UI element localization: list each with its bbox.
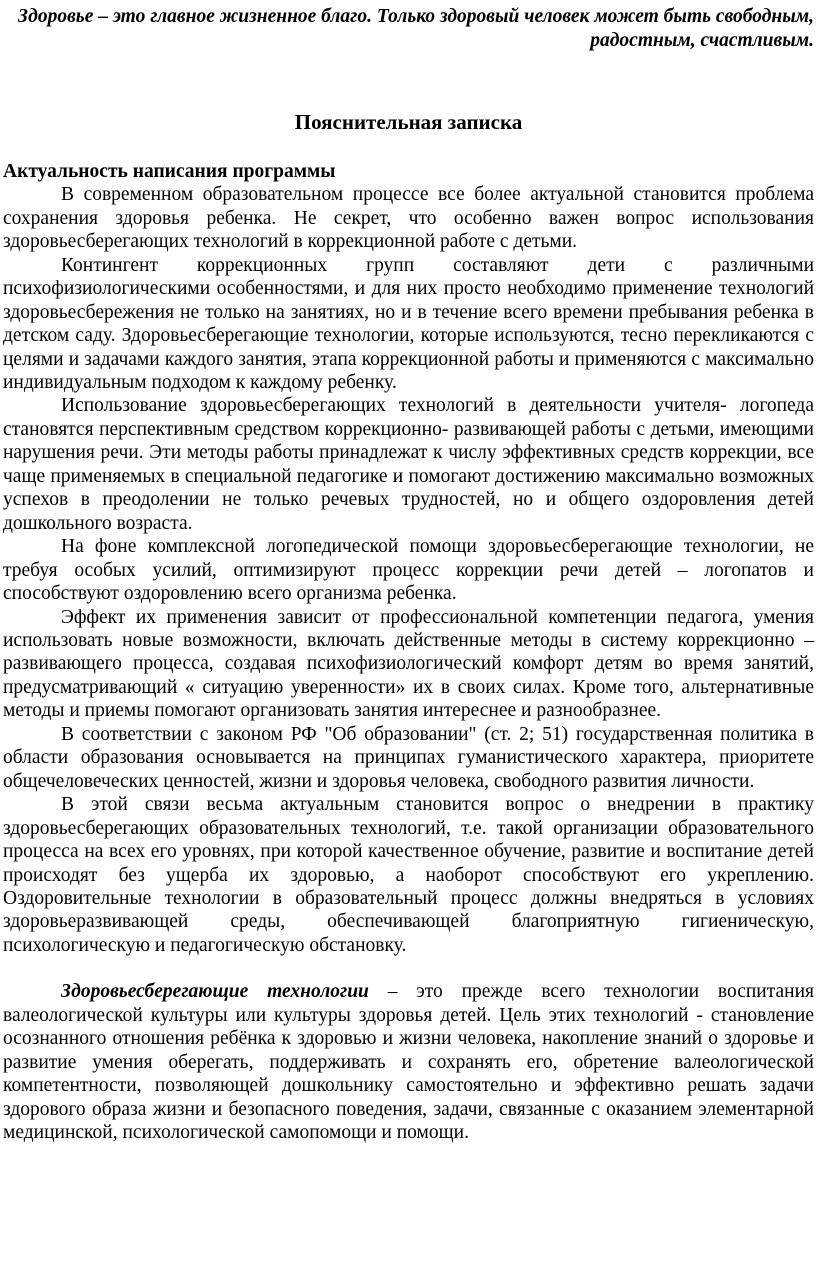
document-page (0, 5, 816, 1275)
paragraph-3: Использование здоровьесберегающих технологий в деятельности учителя- логопеда становятся перспективным средством коррекционно- развивающей работы с детьми, имеющими нарушения речи. Эти методы работы принадлежат к числу эффективных средств коррекции, все чаще применяемых в специальной педагогике и помогают достижению максимально возможных успехов в преодолении не только речевых трудностей, но и общего оздоровления детей дошкольного возраста. (3, 395, 814, 534)
definition-paragraph (3, 980, 814, 1144)
paragraph-4: На фоне комплексной логопедической помощи здоровьесберегающие технологии, не требуя особых усилий, оптимизируют процесс коррекции речи детей – логопатов и способствуют оздоровлению всего организма ребенка. (3, 536, 814, 605)
paragraph-2: Контингент коррекционных групп составляют дети с различными психофизиологическими особенностями, и для них просто необходимо применение технологий здоровьесбережения не только на занятиях, но и в течение всего времени пребывания ребенка в детском саду. Здоровьесберегающие технологии, которые используются, тесно перекликаются с целями и задачами каждого занятия, этапа коррекционной работы и применяются с максимально индивидуальным подходом к каждому ребенку. (3, 254, 814, 394)
epigraph: Здоровье – это главное жизненное благо. Только здоровый человек может быть свободным, радостным, счастливым. (17, 6, 814, 51)
section-heading: Актуальность написания программы (3, 161, 336, 182)
paragraph-5: Эффект их применения зависит от профессиональной компетенции педагога, умения использовать новые возможности, включать действенные методы в систему коррекционно – развивающего процесса, создавая психофизиологический комфорт детям во время занятий, предусматривающий « ситуацию уверенности» их в своих силах. Кроме того, альтернативные методы и приемы помогают организовать занятия интереснее и разнообразнее. (3, 606, 814, 722)
paragraph-7: В этой связи весьма актуальным становится вопрос о внедрении в практику здоровьесберегающих образовательных технологий, т.е. такой организации образовательного процесса на всех его уровнях, при которой качественное обучение, развитие и воспитание детей происходят без ущерба их здоровью, а наоборот способствуют его укреплению. Оздоровительные технологии в образовательный процесс должны внедряться в условиях здоровьеразвивающей среды, обеспечивающей благоприятную гигиеническую, психологическую и педагогическую обстановку. (3, 794, 814, 956)
page-title: Пояснительная записка (294, 110, 523, 134)
definition-text: – это прежде всего технологии воспитания валеологической культуры или культуры здоровья детей. Цель этих технологий - становление осознанного отношения ребёнка к здоровью и жизни человека, накопление знаний о здоровье и развитие умения оберегать, поддерживать и сохранять его, обретение валеологической компетентности, позволяющей дошкольнику самостоятельно и эффективно решать задачи здорового образа жизни и безопасного поведения, задачи, связанные с оказанием элементарной медицинской, психологической самопомощи и помощи. (3, 981, 814, 1144)
paragraph-1: В современном образовательном процессе все более актуальной становится проблема сохранения здоровья ребенка. Не секрет, что особенно важен вопрос использования здоровьесберегающих технологий в коррекционной работе с детьми. (3, 184, 814, 253)
definition-term: Здоровьесберегающие технологии (61, 981, 369, 1003)
paragraph-6: В соответствии с законом РФ "Об образовании" (ст. 2; 51) государственная политика в области образования основывается на принципах гуманистического характера, приоритете общечеловеческих ценностей, жизни и здоровья человека, свободного развития личности. (3, 723, 814, 792)
